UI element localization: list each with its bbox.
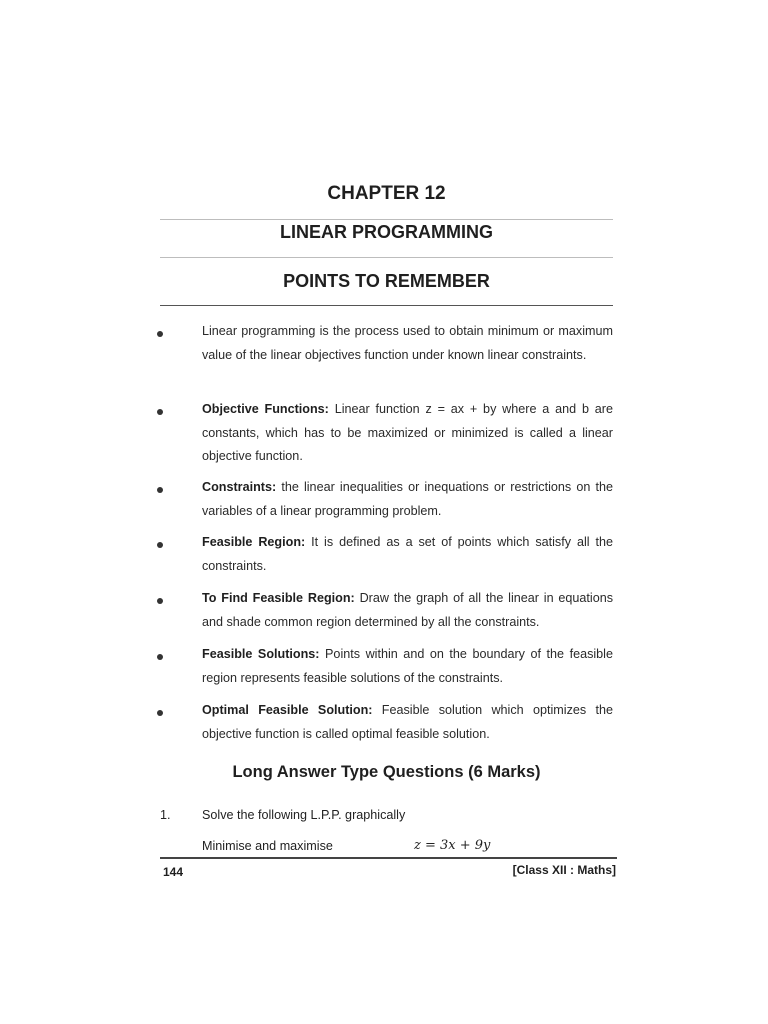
subject-title: LINEAR PROGRAMMING [280, 222, 493, 242]
bullet-icon [157, 654, 163, 660]
page-number: 144 [163, 865, 184, 879]
bullet-term: Optimal Feasible Solution: [202, 703, 373, 717]
question-number: 1. [160, 808, 171, 822]
divider [160, 219, 613, 220]
bullet-term: To Find Feasible Region: [202, 591, 355, 605]
bullet-icon [157, 331, 163, 337]
bullet-text: the linear inequalities or inequations or restrictions on the variables of a linear programming problem. [202, 480, 613, 518]
bullet-term: Constraints: [202, 480, 277, 494]
section-title: Long Answer Type Questions (6 Marks) [232, 763, 541, 781]
divider [160, 305, 613, 306]
footer-divider [160, 857, 617, 859]
points-title: POINTS TO REMEMBER [283, 271, 490, 291]
bullet-icon [157, 542, 163, 548]
bullet-text: Feasible solution which optimizes the objective function is called optimal feasible solution. [202, 703, 613, 741]
bullet-icon [157, 409, 163, 415]
bullet-text: Linear function z = ax + by where a and b are constants, which has to be maximized or minimized is called a linear objective function. [202, 402, 613, 463]
bullet-text: Points within and on the boundary of the feasible region represents feasible solutions of the constraints. [202, 647, 613, 685]
footer-label: [Class XII : Maths] [512, 863, 616, 877]
question-equation: z = 3x + 9y [414, 838, 491, 853]
bullet-icon [157, 598, 163, 604]
bullet-text: It is defined as a set of points which satisfy all the constraints. [202, 535, 613, 573]
bullet-text: Linear programming is the process used to obtain minimum or maximum value of the linear objectives function under known linear constraints. [202, 324, 613, 362]
bullet-term: Objective Functions: [202, 402, 329, 416]
bullet-term: Feasible Solutions: [202, 647, 320, 661]
bullet-icon [157, 710, 163, 716]
bullet-icon [157, 487, 163, 493]
bullet-text: Draw the graph of all the linear in equations and shade common region determined by all the constraints. [202, 591, 614, 629]
question-subtext: Minimise and maximise [202, 839, 333, 853]
chapter-title: CHAPTER 12 [327, 183, 446, 204]
bullet-term: Feasible Region: [202, 535, 306, 549]
divider [160, 257, 613, 258]
question-text: Solve the following L.P.P. graphically [202, 808, 406, 822]
